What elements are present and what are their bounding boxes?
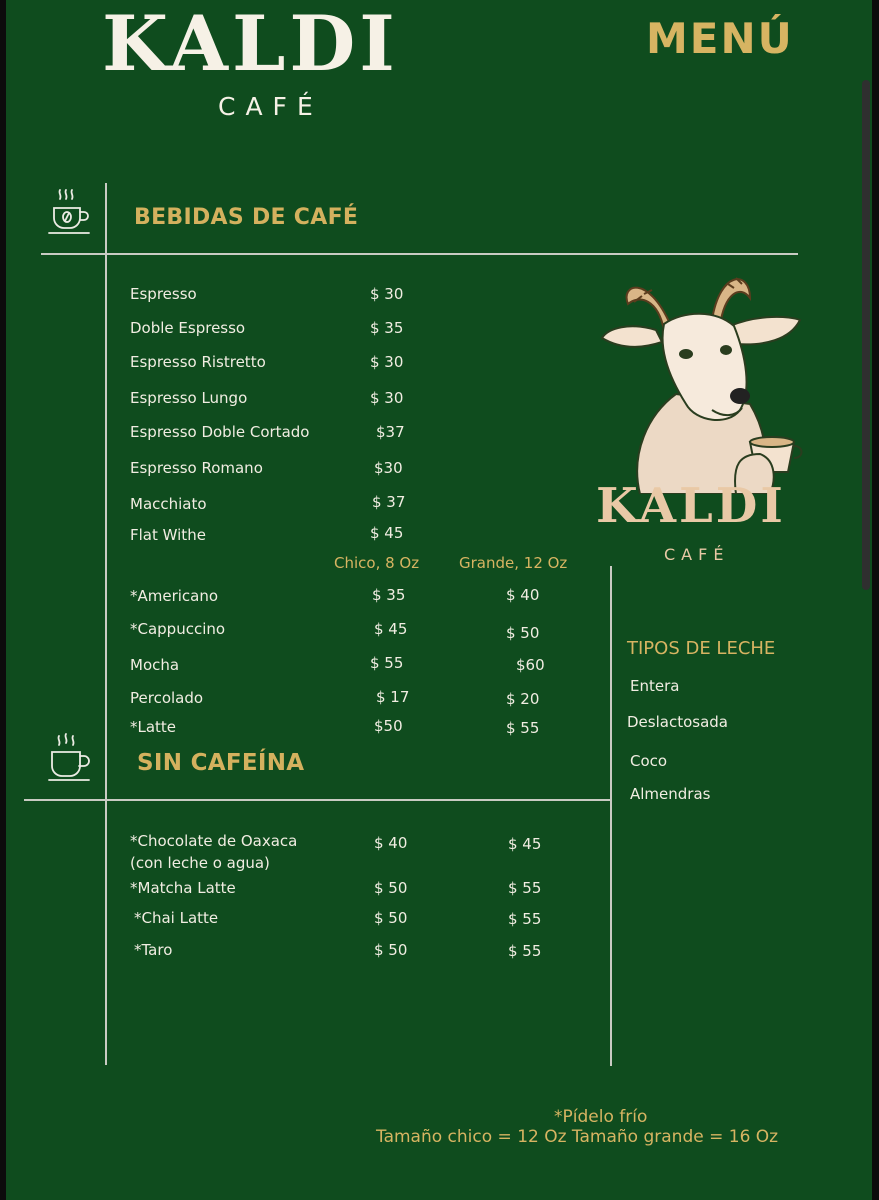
menu-item-price-large: $60 — [516, 656, 545, 674]
menu-item-price-large: $ 45 — [508, 835, 542, 853]
footer-size-note: Tamaño chico = 12 Oz Tamaño grande = 16 Oz — [376, 1127, 779, 1147]
menu-title: MENÚ — [646, 14, 794, 63]
menu-item-price-large: $ 20 — [506, 690, 540, 708]
menu-item-name: *Matcha Latte — [130, 879, 236, 897]
brand-name: KALDI — [102, 0, 399, 88]
menu-item-name: Espresso Lungo — [130, 389, 248, 407]
menu-item-price: $ 30 — [370, 389, 404, 407]
menu-item-price: $ 37 — [372, 493, 406, 511]
menu-item-price: $ 35 — [370, 319, 404, 337]
menu-item-price-large: $ 55 — [506, 719, 540, 737]
menu-item-price: $ 30 — [370, 353, 404, 371]
menu-item-name: *Taro — [134, 941, 173, 959]
goat-mascot-illustration — [600, 264, 812, 498]
menu-item-name: Doble Espresso — [130, 319, 246, 337]
menu-item-price-small: $ 40 — [374, 834, 408, 852]
menu-item-name: *Latte — [130, 718, 177, 736]
menu-item-name: *Americano — [130, 587, 219, 605]
menu-item-name: Flat Withe — [130, 526, 206, 544]
menu-item-price: $37 — [376, 423, 405, 441]
left-vertical-divider — [105, 183, 107, 1065]
menu-item-price-large: $ 40 — [506, 586, 540, 604]
decaf-section-title: SIN CAFEÍNA — [137, 750, 305, 776]
menu-item-name-detail: (con leche o agua) — [130, 854, 270, 872]
menu-item-name: Espresso — [130, 285, 197, 303]
milk-section-title: TIPOS DE LECHE — [627, 638, 776, 659]
menu-item-price-small: $ 17 — [376, 688, 410, 706]
menu-page — [6, 0, 872, 1200]
coffee-section-title: BEBIDAS DE CAFÉ — [134, 205, 359, 230]
menu-item-price: $ 45 — [370, 524, 404, 542]
menu-item-price-large: $ 55 — [508, 910, 542, 928]
tea-cup-icon — [46, 732, 94, 788]
milk-option: Almendras — [630, 785, 711, 803]
menu-item-price-small: $ 50 — [374, 941, 408, 959]
menu-item-price-large: $ 55 — [508, 879, 542, 897]
right-vertical-divider — [610, 566, 612, 1066]
coffee-cup-icon — [46, 186, 94, 246]
footer-cold-note: *Pídelo frío — [554, 1107, 648, 1127]
size-header-small: Chico, 8 Oz — [334, 554, 420, 572]
menu-item-price-small: $ 50 — [374, 879, 408, 897]
menu-item-price-small: $ 50 — [374, 909, 408, 927]
menu-item-price-large: $ 55 — [508, 942, 542, 960]
menu-item-price-small: $50 — [374, 717, 403, 735]
brand-subtitle: CAFÉ — [218, 92, 323, 121]
menu-item-price: $30 — [374, 459, 403, 477]
menu-item-price-small: $ 45 — [374, 620, 408, 638]
milk-option: Entera — [630, 677, 680, 695]
coffee-header-divider — [41, 253, 798, 255]
decaf-header-divider — [24, 799, 611, 801]
logo-subtitle: CAFÉ — [664, 545, 730, 564]
menu-item-price-small: $ 55 — [370, 654, 404, 672]
menu-item-name: Mocha — [130, 656, 180, 674]
milk-option: Coco — [630, 752, 668, 770]
menu-item-name: *Cappuccino — [130, 620, 226, 638]
scrollbar[interactable] — [862, 80, 870, 590]
menu-item-name: Percolado — [130, 689, 204, 707]
menu-item-price-large: $ 50 — [506, 624, 540, 642]
logo-name: KALDI — [596, 478, 786, 534]
menu-item-name: Macchiato — [130, 495, 207, 513]
menu-item-name: *Chai Latte — [134, 909, 219, 927]
menu-item-price-small: $ 35 — [372, 586, 406, 604]
menu-item-name: *Chocolate de Oaxaca — [130, 832, 298, 850]
milk-option: Deslactosada — [627, 713, 728, 731]
menu-item-name: Espresso Ristretto — [130, 353, 266, 371]
menu-item-name: Espresso Romano — [130, 459, 263, 477]
menu-item-price: $ 30 — [370, 285, 404, 303]
menu-item-name: Espresso Doble Cortado — [130, 423, 310, 441]
size-header-large: Grande, 12 Oz — [459, 554, 568, 572]
